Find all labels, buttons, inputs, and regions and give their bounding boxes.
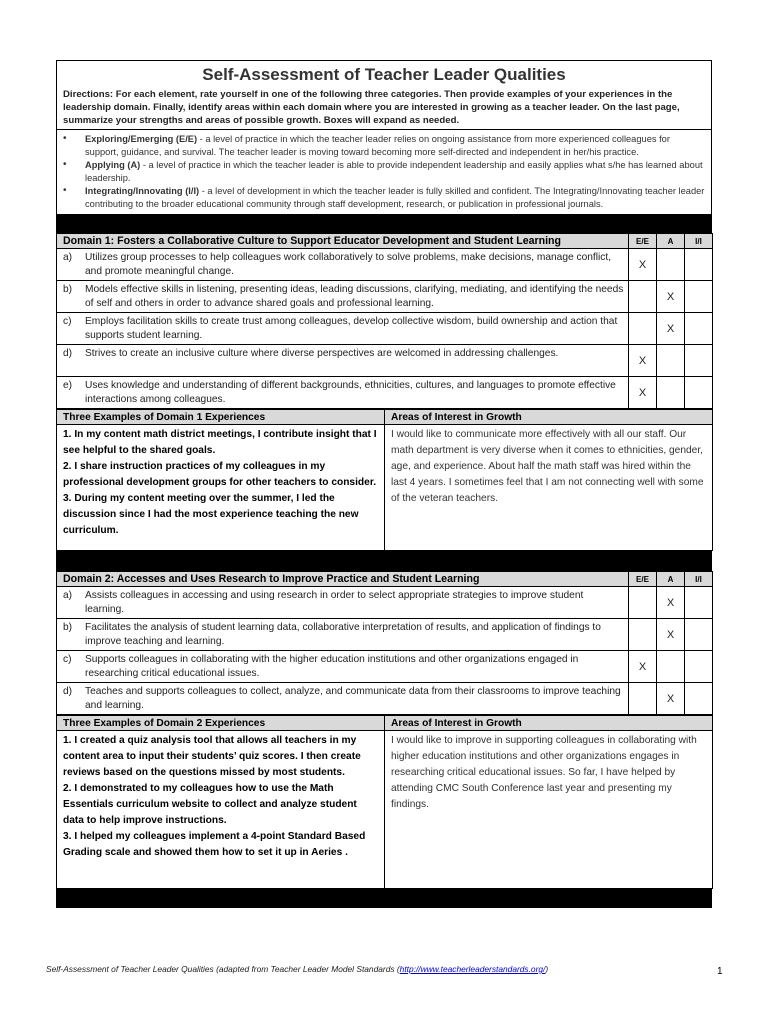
- rating-ee-cell[interactable]: [629, 313, 657, 345]
- growth-text: I would like to improve in supporting colleagues in collaborating with higher education institutions and other organizations engages in researching critical educational issues. So far, I have helped by attending CMC South Conference last year and presenting my findings.: [391, 735, 697, 810]
- example-item: 3. I helped my colleagues implement a 4-point Standard Based Grading scale and showed them how to set it up in Aeries .: [63, 831, 366, 858]
- criterion-label: a): [63, 252, 73, 263]
- domain2-title: Domain 2: Accesses and Uses Research to Improve Practice and Student Learning: [57, 572, 629, 587]
- assessment-page: [56, 60, 712, 908]
- level-item: [63, 159, 705, 184]
- rating-ee-cell[interactable]: [629, 587, 657, 619]
- rating-ii-cell[interactable]: [685, 683, 713, 715]
- growth-heading: Areas of Interest in Growth: [385, 410, 713, 425]
- criterion-row: [57, 683, 713, 715]
- criterion-label: d): [63, 348, 73, 359]
- rating-a-cell[interactable]: [657, 345, 685, 377]
- criterion-text: Employs facilitation skills to create trust among colleagues, develop collective wisdom, build ownership and action that supports student learning.: [85, 316, 618, 341]
- level-description: - a level of practice in which the teacher leader relies on ongoing assistance from more experienced colleagues for support, guidance, and survival. The teacher leader is moving toward becoming more self-directed and independent in her/his practice.: [85, 134, 670, 157]
- example-item: 1. I created a quiz analysis tool that allows all teachers in my content area to input their students’ quiz scores. I then create reviews based on the questions missed by most students.: [63, 735, 361, 778]
- col-a-header: A: [657, 234, 685, 249]
- criterion-label: c): [63, 654, 72, 665]
- rating-ee-cell[interactable]: [629, 619, 657, 651]
- rating-ee-cell[interactable]: X: [629, 345, 657, 377]
- criterion-text: Strives to create an inclusive culture where diverse perspectives are welcomed in addressing challenges.: [85, 348, 559, 359]
- bullet-icon: •: [63, 185, 67, 196]
- rating-ii-cell[interactable]: [685, 377, 713, 409]
- rating-a-cell[interactable]: X: [657, 619, 685, 651]
- examples-cell[interactable]: [57, 731, 385, 889]
- rating-a-cell[interactable]: [657, 377, 685, 409]
- col-ee-header: E/E: [629, 572, 657, 587]
- criterion-text: Models effective skills in listening, presenting ideas, leading discussions, clarifying, mediating, and identifying the needs of self and others in order to advance shared goals and professional learning.: [85, 284, 624, 309]
- level-term: Integrating/Innovating (I/I): [85, 186, 200, 196]
- example-item: 1. In my content math district meetings, I contribute insight that I see helpful to the shared goals.: [63, 429, 377, 456]
- rating-a-cell[interactable]: X: [657, 281, 685, 313]
- section-divider: [56, 551, 712, 571]
- growth-text: I would like to communicate more effectively with all our staff. Our math department is very diverse when it comes to ethnicities, gender, age, and experience. About half the math staff was hired within the last 4 years. I sometimes feel that I am not connecting well with some of the veteran teachers.: [391, 429, 704, 504]
- criterion-row: [57, 651, 713, 683]
- criterion-text: Teaches and supports colleagues to collect, analyze, and communicate data from their classrooms to improve teaching and learning.: [85, 686, 621, 711]
- col-a-header: A: [657, 572, 685, 587]
- criterion-label: c): [63, 316, 72, 327]
- footer-close: ): [545, 964, 549, 974]
- example-item: 2. I demonstrated to my colleagues how to use the Math Essentials curriculum website to collect and analyze student data to help improve instructions.: [63, 783, 357, 826]
- rating-levels-list: [56, 129, 712, 214]
- level-item: [63, 185, 705, 210]
- rating-a-cell[interactable]: X: [657, 587, 685, 619]
- level-item: [63, 133, 705, 158]
- criterion-row: [57, 377, 713, 409]
- rating-a-cell[interactable]: X: [657, 683, 685, 715]
- rating-ee-cell[interactable]: X: [629, 377, 657, 409]
- growth-cell[interactable]: [385, 731, 713, 889]
- criterion-text: Uses knowledge and understanding of different backgrounds, ethnicities, cultures, and languages to promote effective interactions among colleagues.: [85, 380, 616, 405]
- level-description: - a level of development in which the teacher leader is fully skilled and confident. The Integrating/Innovating teacher leader contributing to the broader educational community through staff development, research, or publication in professional journals.: [85, 186, 705, 209]
- criterion-text: Facilitates the analysis of student learning data, collaborative interpretation of results, and application of findings to improve teaching and learning.: [85, 622, 601, 647]
- growth-heading: Areas of Interest in Growth: [385, 716, 713, 731]
- rating-a-cell[interactable]: [657, 651, 685, 683]
- section-divider: [56, 889, 712, 908]
- example-item: 3. During my content meeting over the summer, I led the discussion since I had the most experience teaching the new curriculum.: [63, 493, 359, 536]
- criterion-label: b): [63, 284, 73, 295]
- criterion-row: [57, 587, 713, 619]
- section-divider: [56, 214, 712, 233]
- example-item: 2. I share instruction practices of my colleagues in my professional development groups for other teachers to consider.: [63, 461, 377, 488]
- page-title: Self-Assessment of Teacher Leader Qualities: [202, 65, 566, 84]
- criterion-label: d): [63, 686, 73, 697]
- domain2-table: [56, 571, 713, 715]
- rating-ii-cell[interactable]: [685, 313, 713, 345]
- col-ii-header: I/I: [685, 234, 713, 249]
- level-term: Applying (A): [85, 160, 141, 170]
- criterion-label: b): [63, 622, 73, 633]
- domain1-title: Domain 1: Fosters a Collaborative Culture to Support Educator Development and Student Learning: [57, 234, 629, 249]
- criterion-label: e): [63, 380, 73, 391]
- domain2-examples-table: [56, 715, 713, 889]
- level-description: - a level of practice in which the teacher leader is able to provide independent leadership and easily applies what s/he has learned about leadership.: [85, 160, 703, 183]
- col-ee-header: E/E: [629, 234, 657, 249]
- growth-cell[interactable]: [385, 425, 713, 551]
- rating-ii-cell[interactable]: [685, 651, 713, 683]
- col-ii-header: I/I: [685, 572, 713, 587]
- bullet-icon: •: [63, 133, 67, 144]
- bullet-icon: •: [63, 159, 67, 170]
- criterion-row: [57, 313, 713, 345]
- rating-ee-cell[interactable]: X: [629, 249, 657, 281]
- rating-ii-cell[interactable]: [685, 587, 713, 619]
- page-number: 1: [717, 966, 723, 977]
- examples-cell[interactable]: [57, 425, 385, 551]
- rating-ii-cell[interactable]: [685, 281, 713, 313]
- rating-ee-cell[interactable]: [629, 683, 657, 715]
- criterion-text: Assists colleagues in accessing and using research in order to select appropriate strategies to improve student learning.: [85, 590, 584, 615]
- criterion-text: Utilizes group processes to help colleagues work collaboratively to solve problems, make decisions, manage conflict, and promote meaningful change.: [85, 252, 612, 277]
- footer-text: Self-Assessment of Teacher Leader Qualities (adapted from Teacher Leader Model Standards (: [46, 964, 400, 974]
- rating-ee-cell[interactable]: X: [629, 651, 657, 683]
- rating-a-cell[interactable]: [657, 249, 685, 281]
- footer-link[interactable]: http://www.teacherleaderstandards.org/: [399, 964, 546, 974]
- examples-heading: Three Examples of Domain 2 Experiences: [57, 716, 385, 731]
- page-footer: [46, 964, 548, 974]
- rating-a-cell[interactable]: X: [657, 313, 685, 345]
- rating-ee-cell[interactable]: [629, 281, 657, 313]
- examples-heading: Three Examples of Domain 1 Experiences: [57, 410, 385, 425]
- criterion-row: [57, 619, 713, 651]
- criterion-row: [57, 281, 713, 313]
- rating-ii-cell[interactable]: [685, 249, 713, 281]
- assessment-header: [56, 60, 712, 129]
- rating-ii-cell[interactable]: [685, 619, 713, 651]
- domain1-table: [56, 233, 713, 409]
- directions-text: Directions: For each element, rate yourself in one of the following three categories. Then provide examples of your experiences in the leadership domain. Finally, identify areas within each domain where you are interested in growing as a teacher leader. On the last page, summarize your strengths and areas of possible growth. Boxes will expand as needed.: [63, 89, 680, 126]
- criterion-label: a): [63, 590, 73, 601]
- domain1-examples-table: [56, 409, 713, 551]
- level-term: Exploring/Emerging (E/E): [85, 134, 198, 144]
- rating-ii-cell[interactable]: [685, 345, 713, 377]
- criterion-text: Supports colleagues in collaborating with the higher education institutions and other organizations engaged in researching critical educational issues.: [85, 654, 579, 679]
- criterion-row: [57, 345, 713, 377]
- criterion-row: [57, 249, 713, 281]
